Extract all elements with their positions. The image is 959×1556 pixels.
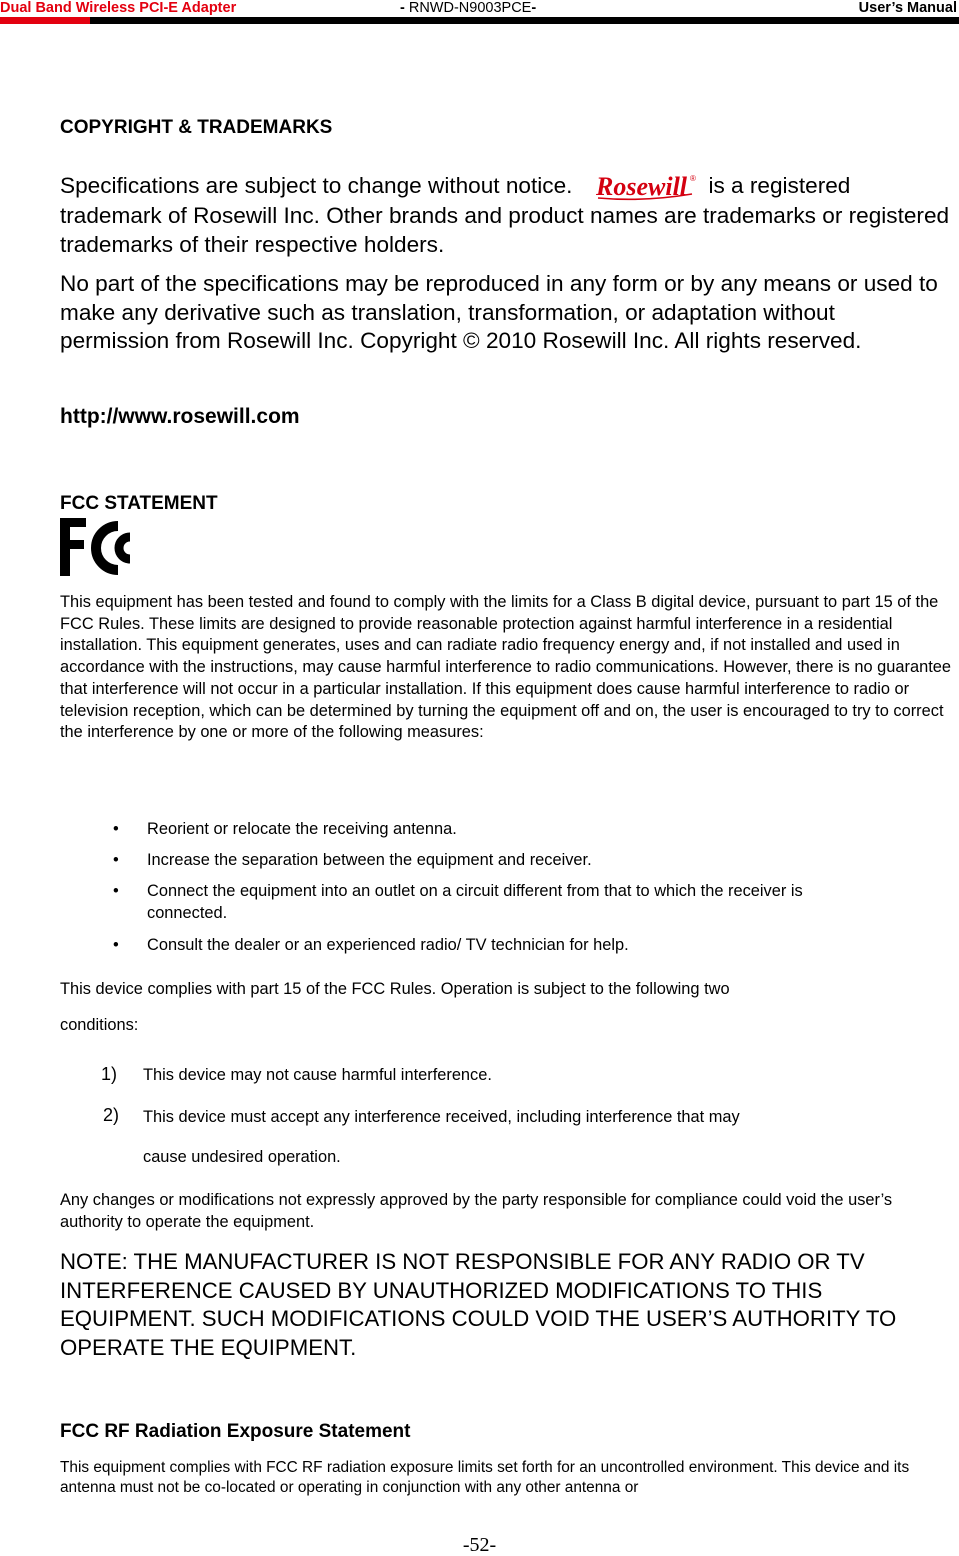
copyright-paragraph-1: Specifications are subject to change without notice. Rosewill ® is a registered trademark of Rosewill Inc. Other brands and product names are trademarks or registered trademarks of their respective holders. (60, 172, 950, 257)
bullet-icon: • (113, 936, 119, 954)
condition-text-continued: cause undesired operation. (143, 1148, 341, 1166)
header-divider (0, 17, 959, 24)
svg-text:®: ® (690, 174, 697, 184)
fcc-paragraph-1: This equipment has been tested and found to comply with the limits for a Class B digital device, pursuant to part 15 of the FCC Rules. These limits are designed to provide reasonable protection against harmful interference in a residential installation. This equipment generates, uses and can radiate radio frequency energy and, if not installed and used in accordance with the instructions, may cause harmful interference to radio communications. However, there is no guarantee that interference will not occur in a particular installation. If this equipment does cause harmful interference to radio or television reception, which can be determined by turning the equipment off and on, the user is encouraged to try to correct the interference by one or more of the following measures: (60, 593, 952, 742)
fcc-paragraph-3: Any changes or modifications not expressly approved by the party responsible for compliance could void the user’s authority to operate the equipment. (60, 1191, 893, 1231)
header-accent-bar (0, 17, 90, 24)
condition-text: This device must accept any interference received, including interference that may (143, 1108, 740, 1126)
fcc-logo-icon (60, 518, 146, 578)
fcc-note: NOTE: THE MANUFACTURER IS NOT RESPONSIBLE FOR ANY RADIO OR TV INTERFERENCE CAUSED BY UNAUTHORIZED MODIFICATIONS TO THIS EQUIPMENT. SUCH MODIFICATIONS COULD VOID THE USER’S AUTHORITY TO OPERATE THE EQUIPMENT. (60, 1249, 897, 1360)
rosewill-logo-icon (594, 172, 698, 202)
rf-heading: FCC RF Radiation Exposure Statement (60, 1421, 411, 1442)
copyright-heading: COPYRIGHT & TRADEMARKS (60, 117, 333, 138)
condition-number: 2) (103, 1105, 120, 1125)
header-product-name: Dual Band Wireless PCI-E Adapter (0, 0, 237, 16)
rf-paragraph-1: This equipment complies with FCC RF radiation exposure limits set forth for an uncontrolled environment. This device and its antenna must not be co-located or operating in conjunction with any other antenna or (60, 1459, 910, 1496)
condition-number: 1) (101, 1064, 118, 1084)
rosewill-url: http://www.rosewill.com (60, 405, 300, 428)
fcc-heading: FCC STATEMENT (60, 493, 218, 514)
bullet-icon: • (113, 851, 119, 869)
page-number: -52- (462, 1534, 497, 1556)
fcc-paragraph-2-line-1: This device complies with part 15 of the FCC Rules. Operation is subject to the following two (60, 980, 730, 998)
copyright-paragraph-2: No part of the specifications may be reproduced in any form or by any means or used to make any derivative such as translation, transformation, or adaptation without permission from Rosewill Inc. Copyright © 2010 Rosewill Inc. All rights reserved. (60, 271, 938, 354)
condition-text: This device may not cause harmful interference. (143, 1066, 492, 1084)
svg-text:Rosewill: Rosewill (596, 172, 688, 202)
header-model: - RNWD-N9003PCE- (400, 0, 537, 16)
bullet-icon: • (113, 882, 119, 900)
bullet-icon: • (113, 820, 119, 838)
header-manual-title: User’s Manual (858, 0, 957, 16)
fcc-paragraph-2-line-2: conditions: (60, 1016, 139, 1034)
page-header (0, 0, 959, 26)
